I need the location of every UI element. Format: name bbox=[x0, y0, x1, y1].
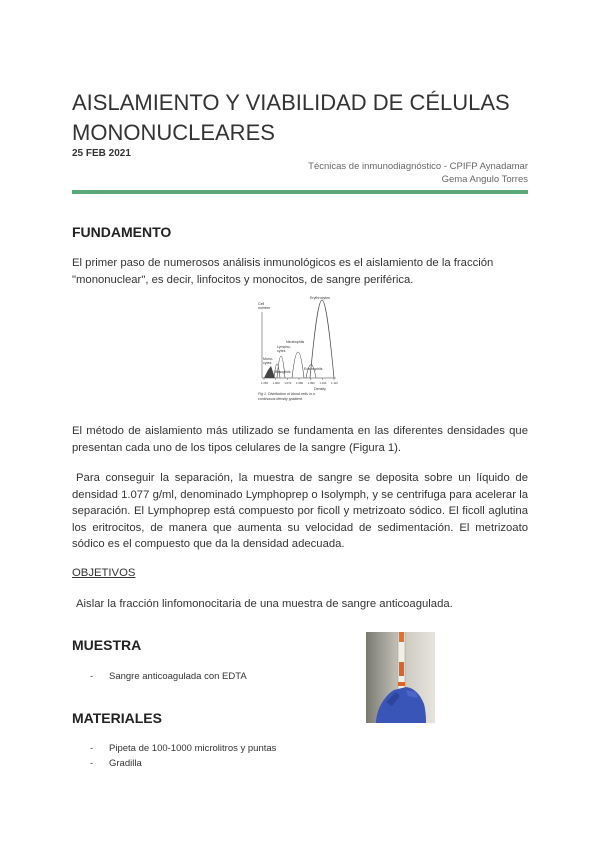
list-item: - Gradilla bbox=[90, 756, 276, 771]
objetivos-text: Aislar la fracción linfomonocitaria de una muestra de sangre anticoagulada. bbox=[76, 598, 453, 610]
fundamento-heading: FUNDAMENTO bbox=[72, 224, 172, 240]
fundamento-method: El método de aislamiento más utilizado se fundamenta en las diferentes densidades que presentan cada uno de los tipos celulares de la sangre (Figura 1). bbox=[72, 425, 528, 454]
figure-label-neutrophils: Neutrophils bbox=[286, 340, 305, 344]
figure-label-lymphocytes-1: Lympho- bbox=[277, 345, 291, 349]
list-item: - Pipeta de 100-1000 microlitros y puntas bbox=[90, 741, 276, 756]
figure-label-erythrocytes: Erythrocytes bbox=[310, 296, 330, 300]
figure-label-lymphocytes-2: cytes bbox=[277, 349, 286, 353]
figure-ylabel-2: number bbox=[258, 306, 271, 310]
figure-tick-labels bbox=[261, 378, 338, 385]
figure-label-basophils: Basophils bbox=[275, 370, 291, 374]
figure-tick-label: 1.090 bbox=[307, 381, 315, 385]
document-meta bbox=[308, 160, 528, 186]
figure-caption-1: Fig 1. Distribution of blood cells in a bbox=[258, 392, 315, 396]
course-name: Técnicas de inmunodiagnóstico - CPIFP Aynadamar bbox=[308, 161, 528, 172]
figure-peak-neutrophils bbox=[292, 352, 304, 378]
figure-xlabel: Density bbox=[314, 387, 326, 391]
figure-label-monocytes-1: Mono- bbox=[263, 357, 274, 361]
fundamento-intro: El primer paso de numerosos análisis inmunológicos es el aislamiento de la fracción "mononuclear", es decir, linfocitos y monocitos, de sangre periférica. bbox=[72, 257, 494, 286]
materiales-list bbox=[90, 741, 276, 771]
header-divider bbox=[72, 190, 528, 194]
figure-tick-label: 1.060 bbox=[272, 381, 280, 385]
muestra-list bbox=[90, 669, 247, 684]
figure-ylabel-1: Cell bbox=[258, 302, 265, 306]
objetivos-heading: OBJETIVOS bbox=[72, 567, 136, 579]
figure-label-eosinophils: Eosinophils bbox=[304, 367, 323, 371]
figure-tick-label: 1.070 bbox=[284, 381, 292, 385]
density-gradient-figure bbox=[256, 296, 344, 402]
figure-label-monocytes-2: cytes bbox=[263, 361, 272, 365]
list-item: - Sangre anticoagulada con EDTA bbox=[90, 669, 247, 684]
figure-peak-lymphocytes bbox=[277, 356, 285, 378]
muestra-heading: MUESTRA bbox=[72, 637, 142, 653]
author-name: Gema Angulo Torres bbox=[441, 174, 528, 185]
figure-tick-label: 1.080 bbox=[296, 381, 303, 385]
figure-tick-label: 1.100 bbox=[319, 381, 327, 385]
document-title: AISLAMIENTO Y VIABILIDAD DE CÉLULAS MONONUCLEARES bbox=[72, 90, 510, 145]
figure-caption-2: continuous density gradient. bbox=[258, 397, 303, 401]
figure-tick-label: 1.110 bbox=[331, 381, 338, 385]
figure-tick-label: 1.050 bbox=[261, 381, 268, 385]
materiales-heading: MATERIALES bbox=[72, 710, 162, 726]
pipette-photo bbox=[366, 632, 435, 723]
document-date: 25 FEB 2021 bbox=[72, 148, 131, 159]
figure-peak-basophils bbox=[264, 366, 275, 378]
fundamento-separation: Para conseguir la separación, la muestra de sangre se deposita sobre un líquido de densidad 1.077 g/ml, denominado Lymphoprep o Isolymph, y se centrifuga para acelerar la separación. El Lymphoprep está compuesto por ficoll y metrizoato sódico. El ficoll aglutina los eritrocitos, de manera que aumenta su velocidad de sedimentación. El metrizoato sódico es el compuesto que da la densidad adecuada. bbox=[72, 472, 528, 550]
